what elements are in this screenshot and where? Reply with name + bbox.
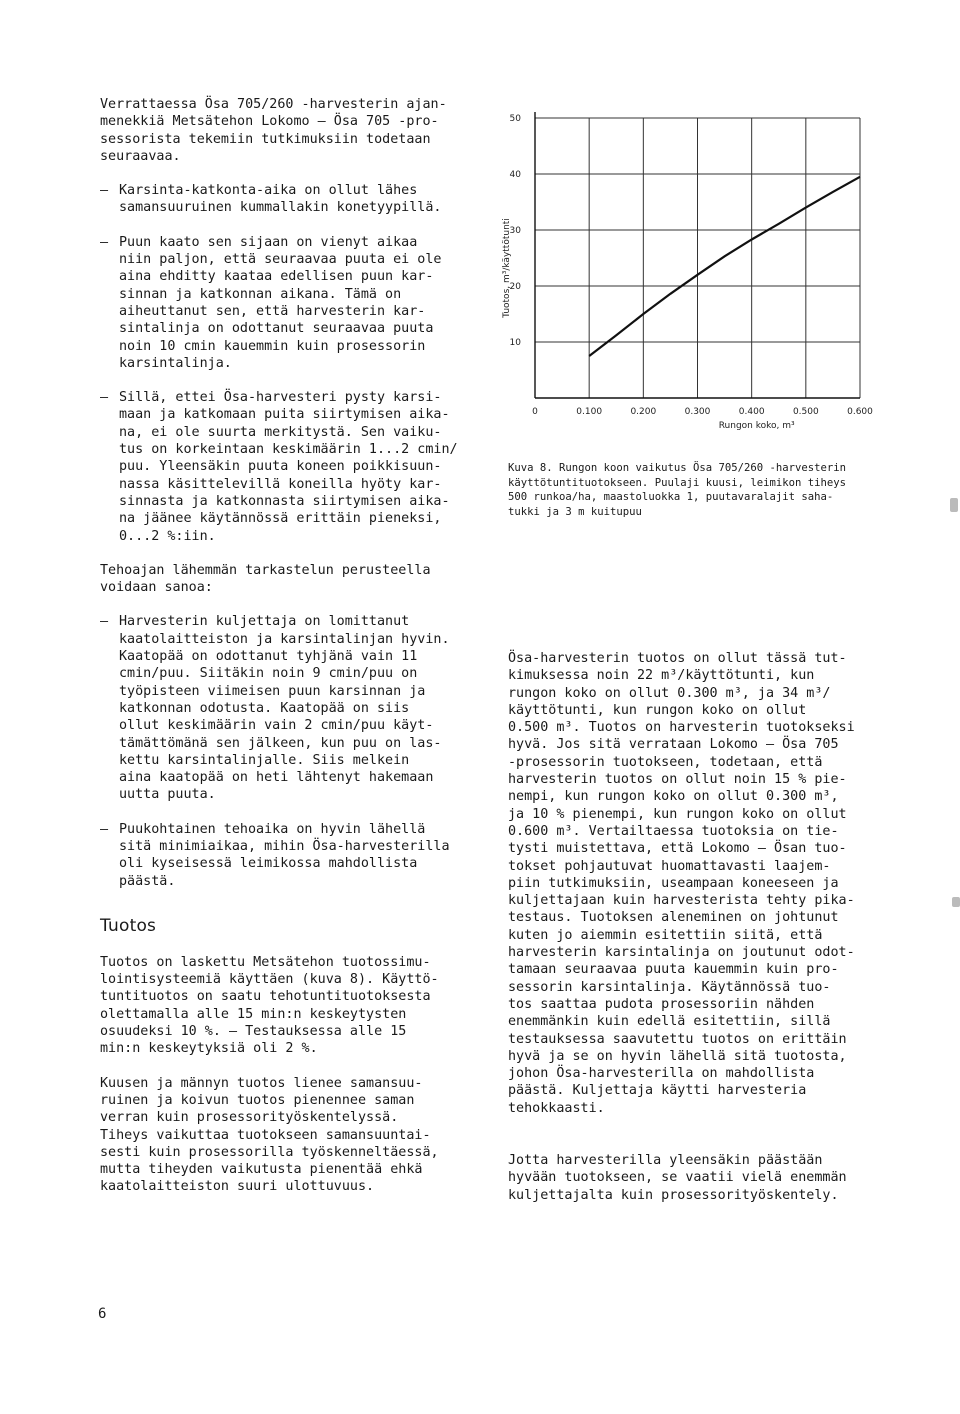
- bullet-dash: —: [100, 614, 109, 630]
- x-tick-label: 0.300: [684, 407, 711, 417]
- bullet-item: [100, 234, 485, 372]
- chart-svg: [495, 100, 885, 445]
- tuotos-paragraph-1: Tuotos on laskettu Metsätehon tuotossimu- lointisysteemiä käyttäen (kuva 8). Käyttö- tuntituotos on saatu tehotuntituotoksesta olettamalla alle 15 min:n keskeytysten osuudeksi 10 %. — Testauksessa alle 15 min:n keskeytyksiä oli 2 %.: [100, 954, 439, 1057]
- y-axis-label: Tuotos, m³/käyttötunti: [502, 218, 512, 318]
- y-tick-label: 40: [509, 170, 521, 180]
- tuotos-paragraph-2: Kuusen ja männyn tuotos lienee samansuu- ruinen ja koivun tuotos pienennee saman verran kuin prosessorityöskentelyssä. Tiheys vaikuttaa tuotokseen samansuuntai- sesti kuin prosessorilla työskenneltäessä, mutta tiheyden vaikutusta pienentää ehkä kaatolaitteiston suuri ulottuvuus.: [100, 1075, 439, 1195]
- figure-caption: Kuva 8. Rungon koon vaikutus Ösa 705/260 -harvesterin käyttötuntituotokseen. Puulaji kuusi, leimikon tiheys 500 runkoa/ha, maastoluokka 1, puutavaralajit saha- tukki ja 3 m kuitupuu: [508, 462, 847, 518]
- x-tick-label: 0.200: [630, 407, 657, 417]
- bullet-item: [100, 182, 485, 217]
- page-number: 6: [98, 1306, 107, 1322]
- bullet-dash: —: [100, 390, 109, 406]
- bullet-text: Karsinta-katkonta-aika on ollut lähes samansuuruinen kummallakin konetyypillä.: [119, 183, 442, 216]
- bullet-text: Harvesterin kuljettaja on lomittanut kaatolaitteiston ja karsintalinjan hyvin. Kaatopää on odottanut tyhjänä vain 11 cmin/puu. Siitäkin noin 9 cmin/puu on työpisteen viimeisen puun karsinnan ja katkonnan odotusta. Kaatopää on siis ollut keskimäärin vain 2 cmin/puu käyt- tämättömänä sen jälkeen, kun puu on las- kettu karsintalinjalle. Siis melkein aina kaatopää on heti lähtenyt hakemaan uutta puuta.: [119, 614, 450, 803]
- scan-artifact: [952, 897, 960, 907]
- bullet-item: [100, 613, 485, 803]
- x-axis-label: Rungon koko, m³: [718, 421, 795, 431]
- y-tick-label: 30: [509, 226, 521, 236]
- bullet-text: Puun kaato sen sijaan on vienyt aikaa niin paljon, että seuraavaa puuta ei ole aina ehditty kaataa edellisen puun kar- sinnan ja katkonnan aikana. Tämä on aiheuttanut sen, että harvesterin kar- sintalinja on odottanut seuraavaa puuta noin 10 cmin kauemmin kuin prosessorin karsintalinja.: [119, 234, 442, 371]
- bullet-dash: —: [100, 234, 109, 250]
- right-column: [508, 650, 880, 1204]
- chart-figure: [495, 100, 885, 445]
- bullet-item: [100, 821, 485, 890]
- closing-paragraph: Jotta harvesterilla yleensäkin päästään hyvään tuotokseen, se vaatii vielä enemmän kuljettajalta kuin prosessorityöskentely.: [508, 1153, 847, 1203]
- y-tick-label: 50: [509, 114, 521, 124]
- left-column: [100, 96, 485, 1196]
- x-tick-label: 0.100: [576, 407, 603, 417]
- bullet-text: Sillä, ettei Ösa-harvesteri pysty karsi- maan ja katkomaan puita siirtymisen aika- na, ei ole suurta merkitystä. Sen vaiku- tus on korkeintaan keskimäärin 1...2 cmin/ puu. Yleensäkin puuta koneen poikkisuun- nassa käsittelevillä koneilla hyöty kar- sinnasta ja katkonnasta siirtymisen aika- na jäänee käytännössä erittäin pieneksi, 0...2 %:iin.: [119, 390, 458, 544]
- output-paragraph: Ösa-harvesterin tuotos on ollut tässä tut- kimuksessa noin 22 m³/käyttötunti, kun rungon koko on ollut 0.300 m³, ja 34 m³/ käyttötunti, kun rungon koko on ollut 0.500 m³. Tuotos on harvesterin tuotokseksi hyvä. Jos sitä verrataan Lokomo — Ösa 705 -prosessorin tuotokseen, todetaan, että harvesterin tuotos on ollut noin 15 % pie- nempi, kun rungon koko on ollut 0.300 m³, ja 10 % pienempi, kun rungon koko on ollut 0.600 m³. Vertailtaessa tuotoksia on tie- tysti muistettava, että Lokomo — Ösan tuo- tokset pohjautuvat huomattavasti laajem- piin tutkimuksiin, useampaan koneeseen ja kuljettajaan kuin harvesterista tehty pika- testaus. Tuotoksen aleneminen on johtunut kuten jo aiemmin esitettiin siitä, että harvesterin karsintalinja on joutunut odot- tamaan seuraavaa puuta kauemmin kuin pro- sessorin karsintalinja. Käytännössä tuo- tos saattaa pudota prosessoriin nähden enemmänkin kuin edellä esitettiin, sillä testauksessa saavutettu tuotos on erittäin hyvä ja se on hyvin lähellä sitä tuotosta, johon Ösa-harvesterilla on mahdollista päästä. Kuljettaja käytti harvesteria tehokkaasti.: [508, 651, 855, 1116]
- intro-paragraph: Verrattaessa Ösa 705/260 -harvesterin ajan- menekkiä Metsätehon Lokomo — Ösa 705 -pro- sessorista tekemiin tutkimuksiin todetaan seuraavaa.: [100, 97, 447, 164]
- x-tick-label: 0.400: [738, 407, 765, 417]
- series-line: [589, 177, 860, 356]
- y-tick-label: 20: [509, 282, 521, 292]
- y-tick-label: 10: [509, 338, 521, 348]
- x-tick-label: 0.500: [792, 407, 819, 417]
- bullet-dash: —: [100, 821, 109, 837]
- closer-look-paragraph: Tehoajan lähemmän tarkastelun perusteella voidaan sanoa:: [100, 562, 431, 596]
- scan-artifact: [950, 498, 958, 512]
- bullet-text: Puukohtainen tehoaika on hyvin lähellä sitä minimiaikaa, mihin Ösa-harvesterilla oli kyseisessä leimikossa mahdollista päästä.: [119, 821, 450, 889]
- bullet-dash: —: [100, 183, 109, 199]
- x-tick-label: 0: [532, 407, 538, 417]
- x-tick-label: 0.600: [847, 407, 873, 417]
- bullet-item: [100, 389, 485, 545]
- section-heading: Tuotos: [100, 915, 157, 936]
